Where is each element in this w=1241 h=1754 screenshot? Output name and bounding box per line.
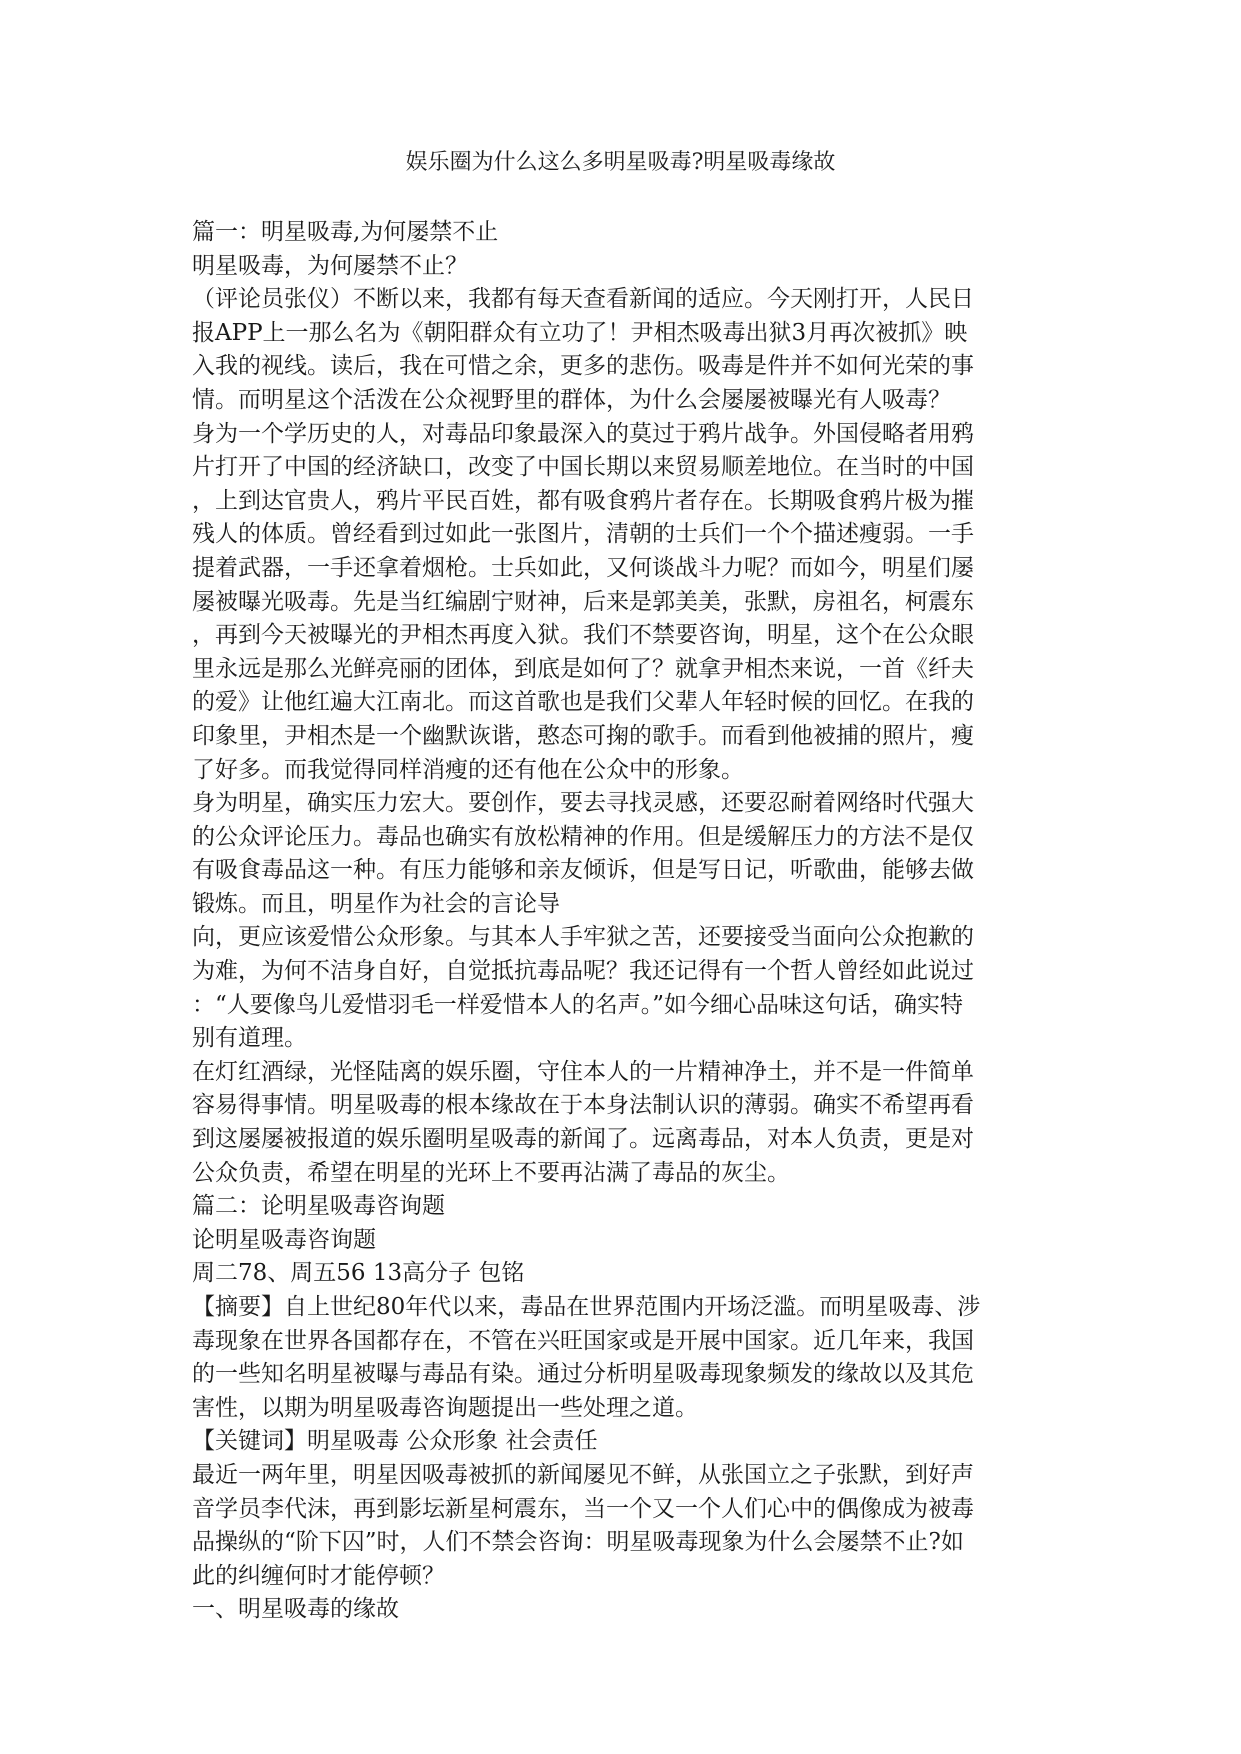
text-line: 此的纠缠何时才能停顿？: [192, 1562, 445, 1589]
text-line: 容易得事情。明星吸毒的根本缘故在于本身法制认识的薄弱。确实不希望再看: [192, 1092, 974, 1119]
text-line: 音学员李代沫，再到影坛新星柯震东，当一个又一个人们心中的偶像成为被毒: [192, 1495, 974, 1522]
text-line: （评论员张仪）不断以来，我都有每天查看新闻的适应。今天刚打开，人民日: [192, 286, 974, 313]
text-line: ，再到今天被曝光的尹相杰再度入狱。我们不禁要咨询，明星，这个在公众眼: [192, 622, 974, 649]
text-line: 【摘要】自上世纪80年代以来，毒品在世界范围内开场泛滥。而明星吸毒、涉: [192, 1294, 981, 1320]
text-line: 身为明星，确实压力宏大。要创作，要去寻找灵感，还要忍耐着网络时代强大: [192, 790, 974, 817]
document-body: [192, 216, 1052, 1627]
text-line: ：“人要像鸟儿爱惜羽毛一样爱惜本人的名声。”如今细心品味这句话，确实特: [192, 991, 964, 1018]
text-line: ，上到达官贵人，鸦片平民百姓，都有吸食鸦片者存在。长期吸食鸦片极为摧: [192, 487, 974, 514]
text-line: 的爱》让他红遍大江南北。而这首歌也是我们父辈人年轻时候的回忆。在我的: [192, 689, 974, 716]
text-line: 公众负责，希望在明星的光环上不要再沾满了毒品的灰尘。: [192, 1159, 790, 1186]
text-line: 的公众评论压力。毒品也确实有放松精神的作用。但是缓解压力的方法不是仅: [192, 823, 974, 850]
text-line: 论明星吸毒咨询题: [192, 1226, 376, 1253]
text-line: 为难，为何不洁身自好，自觉抵抗毒品呢？我还记得有一个哲人曾经如此说过: [192, 958, 974, 985]
text-line: 一、明星吸毒的缘故: [192, 1596, 399, 1623]
text-line: 屡被曝光吸毒。先是当红编剧宁财神，后来是郭美美，张默，房祖名，柯震东: [192, 588, 974, 615]
text-line: 的一些知名明星被曝与毒品有染。通过分析明星吸毒现象频发的缘故以及其危: [192, 1361, 974, 1388]
text-line: 情。而明星这个活泼在公众视野里的群体，为什么会屡屡被曝光有人吸毒？: [192, 386, 951, 413]
text-line: 向，更应该爱惜公众形象。与其本人手牢狱之苦，还要接受当面向公众抱歉的: [192, 924, 974, 951]
text-line: 提着武器，一手还拿着烟枪。士兵如此，又何谈战斗力呢？而如今，明星们屡: [192, 554, 974, 581]
text-line: 篇二：论明星吸毒咨询题: [192, 1193, 445, 1220]
text-line: 印象里，尹相杰是一个幽默诙谐，憨态可掬的歌手。而看到他被捕的照片，瘦: [192, 722, 974, 749]
document-title: 娱乐圈为什么这么多明星吸毒?明星吸毒缘故: [405, 150, 836, 175]
text-line: 报APP上一那么名为《朝阳群众有立功了！尹相杰吸毒出狱3月再次被抓》映: [192, 319, 968, 346]
text-line: 别有道理。: [192, 1025, 307, 1052]
text-line: 在灯红酒绿，光怪陆离的娱乐圈，守住本人的一片精神净土，并不是一件简单: [192, 1058, 974, 1085]
text-line: 明星吸毒，为何屡禁不止？: [192, 252, 468, 279]
text-line: 残人的体质。曾经看到过如此一张图片，清朝的士兵们一个个描述瘦弱。一手: [192, 521, 974, 548]
text-line: 有吸食毒品这一种。有压力能够和亲友倾诉，但是写日记，听歌曲，能够去做: [192, 857, 974, 884]
text-line: 入我的视线。读后，我在可惜之余，更多的悲伤。吸毒是件并不如何光荣的事: [192, 353, 974, 380]
text-line: 篇一：明星吸毒,为何屡禁不止: [192, 219, 499, 245]
text-line: 到这屡屡被报道的娱乐圈明星吸毒的新闻了。远离毒品，对本人负责，更是对: [192, 1126, 974, 1153]
text-line: 【关键词】明星吸毒 公众形象 社会责任: [192, 1428, 598, 1455]
text-line: 锻炼。而且，明星作为社会的言论导: [192, 890, 560, 917]
text-line: 品操纵的“阶下囚”时，人们不禁会咨询：明星吸毒现象为什么会屡禁不止?如: [192, 1529, 964, 1556]
text-line: 毒现象在世界各国都存在，不管在兴旺国家或是开展中国家。近几年来，我国: [192, 1327, 974, 1354]
text-line: 片打开了中国的经济缺口，改变了中国长期以来贸易顺差地位。在当时的中国: [192, 454, 974, 481]
text-line: 最近一两年里，明星因吸毒被抓的新闻屡见不鲜，从张国立之子张默，到好声: [192, 1461, 974, 1488]
text-line: 害性，以期为明星吸毒咨询题提出一些处理之道。: [192, 1394, 698, 1421]
text-line: 周二78、周五56 13高分子 包铭: [192, 1260, 525, 1287]
text-line: 了好多。而我觉得同样消瘦的还有他在公众中的形象。: [192, 756, 744, 783]
text-line: 里永远是那么光鲜亮丽的团体，到底是如何了？就拿尹相杰来说，一首《纤夫: [192, 655, 974, 682]
text-line: 身为一个学历史的人，对毒品印象最深入的莫过于鸦片战争。外国侵略者用鸦: [192, 420, 974, 447]
